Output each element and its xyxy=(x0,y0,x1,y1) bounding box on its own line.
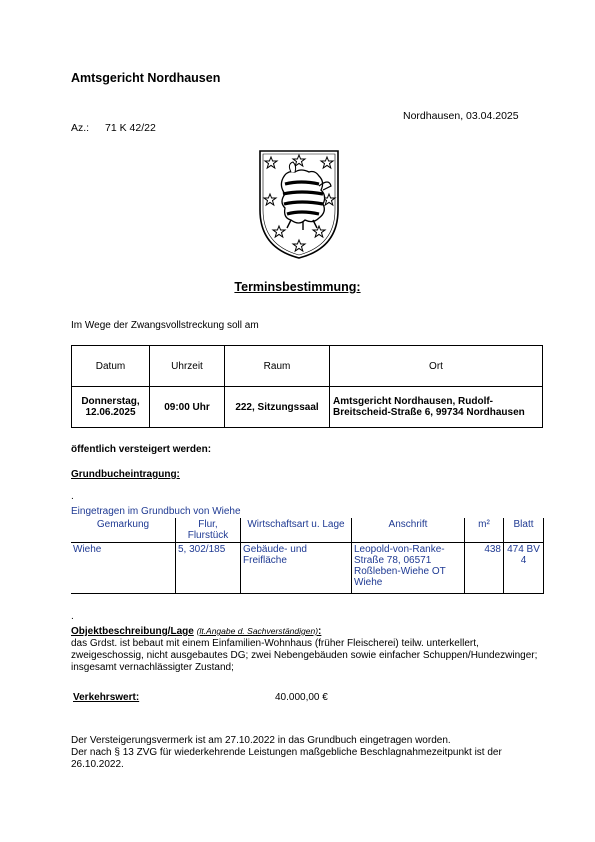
object-description-text: das Grdst. ist bebaut mit einem Einfamilien-Wohnhaus (früher Fleischerei) teilw. unterkellert, zweigeschossig, nicht ausgebautes DG; zwei Nebengebäuden sowie einfacher Schuppen/Hundezwinger; insgesamt vernachlässigter Zustand; xyxy=(71,638,538,674)
cell-raum: 222, Sitzungssaal xyxy=(225,387,330,428)
cell-uhrzeit: 09:00 Uhr xyxy=(150,387,225,428)
header-uhrzeit: Uhrzeit xyxy=(150,346,225,387)
header-m2: m² xyxy=(465,518,504,543)
header-wirtschaftsart: Wirtschaftsart u. Lage xyxy=(241,518,352,543)
table-header-row xyxy=(72,346,543,387)
market-value: 40.000,00 € xyxy=(275,692,328,703)
cell-flur: 5, 302/185 xyxy=(176,543,241,594)
object-heading-note: (lt.Angabe d. Sachverständigen) xyxy=(196,626,319,636)
land-register-heading: Grundbucheintragung: xyxy=(71,469,180,480)
land-register-subheading: Eingetragen im Grundbuch von Wiehe xyxy=(71,506,241,517)
cell-anschrift: Leopold-von-Ranke-Straße 78, 06571 Roßleben-Wiehe OT Wiehe xyxy=(352,543,465,594)
cell-m2: 438 xyxy=(465,543,504,594)
note-line-2: Der nach § 13 ZVG für wiederkehrende Leistungen maßgebliche Beschlagnahmezeitpunkt ist der 26.10.2022. xyxy=(71,747,502,771)
case-number xyxy=(71,122,156,134)
place-date: Nordhausen, 03.04.2025 xyxy=(403,110,519,122)
separator-dot: . xyxy=(71,611,74,622)
table-header-row xyxy=(71,518,544,543)
intro-text: Im Wege der Zwangsvollstreckung soll am xyxy=(71,320,259,331)
header-flur: Flur, Flurstück xyxy=(176,518,241,543)
court-name: Amtsgericht Nordhausen xyxy=(71,71,221,85)
cell-gemarkung: Wiehe xyxy=(71,543,176,594)
cell-blatt: 474 BV 4 xyxy=(504,543,544,594)
separator-dot: . xyxy=(71,491,74,502)
page-title: Terminsbestimmung: xyxy=(234,280,361,294)
header-datum: Datum xyxy=(72,346,150,387)
cell-wirtschaftsart: Gebäude- und Freifläche xyxy=(241,543,352,594)
market-value-label: Verkehrswert: xyxy=(73,692,140,703)
auction-statement: öffentlich versteigert werden: xyxy=(71,444,212,455)
header-gemarkung: Gemarkung xyxy=(71,518,176,543)
az-label: Az.: xyxy=(71,122,90,134)
az-value: 71 K 42/22 xyxy=(105,122,156,134)
cell-datum: Donnerstag, 12.06.2025 xyxy=(72,387,150,428)
cell-ort: Amtsgericht Nordhausen, Rudolf-Breitscheid-Straße 6, 99734 Nordhausen xyxy=(330,387,543,428)
land-register-table xyxy=(71,518,544,594)
object-heading-label: Objektbeschreibung/Lage xyxy=(71,626,194,637)
object-heading-colon: : xyxy=(318,626,322,637)
header-raum: Raum xyxy=(225,346,330,387)
header-blatt: Blatt xyxy=(504,518,544,543)
note-line-1: Der Versteigerungsvermerk ist am 27.10.2022 in das Grundbuch eingetragen worden. xyxy=(71,735,451,746)
table-row xyxy=(72,387,543,428)
coat-of-arms-icon xyxy=(257,148,341,260)
header-anschrift: Anschrift xyxy=(352,518,465,543)
table-row xyxy=(71,543,544,594)
object-description-heading xyxy=(71,626,321,637)
schedule-table xyxy=(71,345,543,428)
notes-block xyxy=(71,735,541,772)
header-ort: Ort xyxy=(330,346,543,387)
